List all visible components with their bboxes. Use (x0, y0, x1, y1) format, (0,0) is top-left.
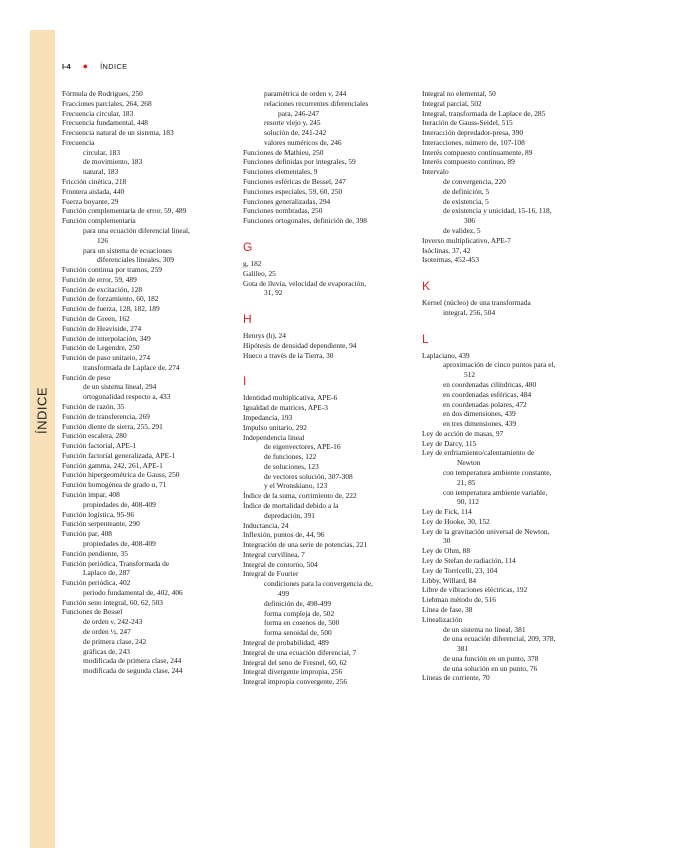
index-entry: Función de forzamiento, 60, 182 (62, 294, 159, 304)
index-entry: Inverso multiplicativo, APE-7 (422, 235, 511, 245)
index-entry: Hipótesis de densidad dependiente, 94 (243, 340, 357, 350)
index-entry: Integración de una serie de potencias, 221 (243, 540, 368, 550)
index-subentry: 126 (97, 235, 109, 245)
index-subentry: relaciones recurrentes diferenciales (264, 98, 369, 108)
index-subentry: de orden ν, 242-243 (83, 617, 143, 627)
index-entry: Fórmula de Rodrigues, 250 (62, 89, 143, 98)
index-entry: Función gamma, 242, 261, APE-1 (62, 460, 163, 470)
index-entry: Fricción cinética, 218 (62, 177, 127, 187)
index-entry: Isóclinas, 37, 42 (422, 245, 471, 255)
index-entry: Igualdad de matrices, APE-3 (243, 403, 328, 413)
index-entry: Ley de Hooke, 30, 152 (422, 516, 490, 526)
index-subentry: 381 (457, 644, 469, 654)
index-subentry: forma senoidal de, 500 (264, 628, 332, 638)
section-letter-heading: G (243, 239, 253, 254)
index-entry: Ley de Torricelli, 23, 104 (422, 565, 498, 575)
index-subentry: de eigenvectores, APE-16 (264, 442, 341, 452)
index-entry: Función factorial generalizada, APE-1 (62, 450, 176, 460)
index-entry: Función continua por tramos, 259 (62, 265, 162, 275)
index-subentry: resorte viejo y, 245 (264, 118, 321, 128)
index-entry: Integral parcial, 502 (422, 98, 482, 108)
index-subentry: de una ecuación diferencial, 209, 378, (443, 634, 556, 644)
index-entry: Galileo, 25 (243, 268, 276, 278)
index-entry: Isotermas, 452-453 (422, 255, 480, 265)
index-subentry: en dos dimensiones, 439 (443, 409, 516, 419)
index-entry: Linealización (422, 614, 463, 624)
index-entry: Funciones ortogonales, definición de, 398 (243, 216, 367, 226)
index-subentry: de una función en un punto, 378 (443, 653, 539, 663)
index-subentry: de definición, 5 (443, 186, 490, 196)
index-entry: Frecuencia circular, 183 (62, 108, 134, 118)
index-entry: Funciones nombradas, 250 (243, 206, 323, 216)
index-entry: Funciones especiales, 59, 60, 250 (243, 186, 343, 196)
index-subentry: de existencia, 5 (443, 196, 489, 206)
running-header (62, 60, 128, 72)
index-entry: Función diente de sierra, 255, 291 (62, 421, 163, 431)
header-title: ÍNDICE (100, 61, 128, 71)
index-subentry: de orden ½, 247 (83, 626, 131, 636)
index-entry: Función de excitación, 128 (62, 284, 143, 294)
index-subentry: de vectores solución, 307-308 (264, 471, 353, 481)
index-column-2 (243, 89, 419, 687)
index-subentry: de funciones, 122 (264, 452, 317, 462)
index-subentry: valores numéricos de, 246 (264, 137, 342, 147)
index-entry: Función de transferencia, 269 (62, 411, 150, 421)
index-entry: Funciones elementales, 9 (243, 167, 318, 177)
index-subentry: en coordenadas polares, 472 (443, 399, 527, 409)
index-entry: Función pendiente, 35 (62, 548, 128, 558)
index-entry: Impedancia, 193 (243, 412, 293, 422)
index-entry: Índice de la suma, corrimiento de, 222 (243, 491, 357, 501)
index-entry: Integral del seno de Fresnel, 60, 62 (243, 657, 347, 667)
index-subentry: de un sistema no lineal, 381 (443, 624, 526, 634)
index-entry: Función de peso (62, 372, 111, 382)
index-entry: Ley de Ohm, 88 (422, 546, 471, 556)
index-entry: Integral impropia convergente, 256 (243, 677, 348, 687)
index-entry: Función periódica, Transformada de (62, 558, 170, 568)
index-entry: Fracciones parciales, 264, 268 (62, 98, 152, 108)
index-subentry: 499 (278, 589, 290, 599)
index-subentry: con temperatura ambiente variable, (443, 487, 548, 497)
index-entry: Kernel (núcleo) de una transformada (422, 298, 531, 308)
index-entry: Libre de vibraciones eléctricas, 192 (422, 585, 528, 595)
index-entry: Función hipergeométrica de Gauss, 250 (62, 470, 180, 480)
index-column-1 (62, 89, 240, 676)
index-subentry: forma compleja de, 502 (264, 608, 335, 618)
index-entry: Función de Green, 162 (62, 313, 130, 323)
index-subentry: propiedades de, 408-409 (83, 538, 156, 548)
index-entry: Independencia lineal (243, 432, 305, 442)
index-subentry: forma en cosenos de, 500 (264, 618, 340, 628)
index-entry: Función impar, 408 (62, 490, 120, 500)
index-subentry: propiedades de, 408-409 (83, 499, 156, 509)
section-letter-heading: I (243, 374, 247, 389)
index-entry: Integral curvilínea, 7 (243, 549, 305, 559)
index-subentry: de primera clase, 242 (83, 636, 147, 646)
index-subentry: de una solución en un punto, 76 (443, 663, 538, 673)
index-entry: Inductancia, 24 (243, 520, 289, 530)
side-section-label: ÍNDICE (34, 386, 50, 434)
index-entry: Función complementaria (62, 216, 136, 226)
index-subentry: para un sistema de ecuaciones (83, 245, 173, 255)
index-subentry: depredación, 391 (264, 510, 315, 520)
index-entry: Función complementaria de error, 59, 489 (62, 206, 187, 216)
index-entry: Integral de Fourier (243, 569, 299, 579)
index-entry: Interés compuesto continuo, 89 (422, 157, 515, 167)
index-entry: Índice de mortalidad debido a la (243, 501, 339, 510)
index-entry: Línea de fase, 38 (422, 604, 473, 614)
index-subentry: de movimiento, 183 (83, 157, 143, 167)
index-subentry: periodo fundamental de, 402, 406 (83, 587, 183, 597)
index-entry: Frecuencia fundamental, 448 (62, 118, 148, 128)
index-entry: Función serpenteante, 290 (62, 519, 140, 529)
index-subentry: para, 246-247 (278, 108, 320, 118)
index-entry: Libby, Willard, 84 (422, 575, 477, 585)
index-entry: Impulso unitario, 292 (243, 422, 307, 432)
index-subentry: solución de, 241-242 (264, 128, 327, 138)
index-entry: Fuerza boyante, 29 (62, 196, 119, 206)
index-entry: Integral, transformada de Laplace de, 285 (422, 108, 546, 118)
index-subentry: modificada de primera clase, 244 (83, 656, 182, 666)
index-subentry: con temperatura ambiente constante, (443, 468, 552, 477)
index-entry: Función escalera, 280 (62, 431, 127, 441)
index-entry: Henrys (h), 24 (243, 331, 286, 341)
index-entry: g, 182 (243, 258, 262, 268)
index-subentry: circular, 183 (83, 147, 121, 157)
index-subentry: 30 (443, 536, 451, 546)
index-entry: Identidad multiplicativa, APE-6 (243, 393, 338, 403)
index-subentry: Laplace de, 287 (83, 568, 130, 578)
index-entry: Ley de Darcy, 115 (422, 438, 477, 448)
index-subentry: transformada de Laplace de, 274 (83, 362, 180, 372)
index-entry: Interacción depredador-presa, 390 (422, 128, 524, 138)
index-entry: Función de Legendre, 250 (62, 343, 140, 353)
index-subentry: condiciones para la convergencia de, (264, 579, 373, 589)
index-subentry: y el Wronskiano, 123 (264, 481, 328, 491)
index-entry: Frontera aislada, 440 (62, 186, 125, 196)
index-subentry: 21, 85 (457, 477, 476, 487)
index-entry: Función de fuerza, 128, 182, 189 (62, 304, 160, 314)
index-column-3 (422, 89, 607, 683)
index-subentry: de convergencia, 220 (443, 177, 506, 187)
index-entry: Función seno integral, 60, 62, 503 (62, 597, 163, 607)
index-entry: Iteración de Gauss-Seidel, 515 (422, 118, 513, 128)
bullet-separator-icon: ● (82, 61, 89, 71)
index-entry: Función de interpolación, 349 (62, 333, 151, 343)
index-subentry: paramétrica de orden ν, 244 (264, 89, 347, 98)
index-entry: Función factorial, APE-1 (62, 441, 137, 451)
index-entry: Función homogénea de grado α, 71 (62, 480, 167, 490)
index-entry: Función logística, 95-96 (62, 509, 135, 519)
index-subentry: integral, 256, 504 (443, 307, 496, 317)
index-subentry: gráficas de, 243 (83, 646, 130, 656)
section-letter-heading: K (422, 279, 431, 294)
index-subentry: de validez, 5 (443, 225, 481, 235)
index-subentry: aproximación de cinco puntos para el, (443, 360, 556, 370)
index-entry: Integral no elemental, 50 (422, 89, 496, 98)
index-subentry: 512 (464, 370, 476, 380)
index-entry: Frecuencia natural de un sistema, 183 (62, 128, 174, 138)
index-entry: Interés compuesto continuamente, 89 (422, 147, 533, 157)
index-entry: Inflexión, puntos de, 44, 96 (243, 530, 325, 540)
index-entry: Funciones definidas por integrales, 59 (243, 157, 356, 167)
index-entry: Liebman método de, 516 (422, 595, 496, 605)
index-entry: Integral divergente impropia, 256 (243, 667, 343, 677)
index-subentry: Newton (457, 458, 481, 468)
index-subentry: definición de, 498-499 (264, 598, 332, 608)
index-entry: Integral de contorno, 504 (243, 559, 318, 569)
index-entry: Líneas de corriente, 70 (422, 673, 490, 683)
section-letter-heading: L (422, 331, 429, 346)
index-entry: Funciones de Bessel (62, 607, 123, 617)
index-subentry: de soluciones, 123 (264, 461, 319, 471)
index-entry: Función de paso unitario, 274 (62, 353, 151, 363)
index-entry: Función periódica, 402 (62, 578, 131, 588)
index-entry: Funciones de Mathieu, 250 (243, 147, 324, 157)
index-subentry: en coordenadas cilíndricas, 480 (443, 379, 537, 389)
index-subentry: natural, 183 (83, 167, 119, 177)
index-subentry: en tres dimensiones, 439 (443, 419, 517, 429)
page-number: I-4 (62, 61, 71, 71)
index-subentry: en coordenadas esféricas, 484 (443, 389, 532, 399)
index-entry: Laplaciano, 439 (422, 350, 470, 360)
index-subentry: diferenciales lineales, 309 (97, 255, 174, 265)
index-subentry: de existencia y unicidad, 15-16, 118, (443, 206, 552, 216)
index-entry: Hueco a través de la Tierra, 30 (243, 350, 334, 360)
index-entry: Ley de la gravitación universal de Newton, (422, 526, 550, 536)
index-entry: Integral de una ecuación diferencial, 7 (243, 647, 357, 657)
index-entry: Integral de probabilidad, 489 (243, 637, 329, 647)
index-subentry: 306 (464, 216, 476, 226)
index-entry: Gota de lluvia, velocidad de evaporación, (243, 278, 366, 288)
index-subentry: modificada de segunda clase, 244 (83, 666, 183, 676)
index-entry: Interacciones, número de, 107-108 (422, 137, 525, 147)
index-entry: Función de Heaviside, 274 (62, 323, 142, 333)
index-subentry: para una ecuación diferencial lineal, (83, 225, 190, 235)
index-subentry: 31, 92 (264, 288, 283, 298)
index-entry: Funciones generalizadas, 294 (243, 196, 331, 206)
index-subentry: ortogonalidad respecto a, 433 (83, 392, 171, 402)
index-entry: Ley de acción de masas, 97 (422, 428, 504, 438)
index-entry: Frecuencia (62, 137, 95, 147)
index-subentry: 90, 112 (457, 497, 479, 507)
index-entry: Funciones esféricas de Bessel, 247 (243, 177, 346, 187)
index-entry: Función par, 408 (62, 529, 112, 539)
index-subentry: de un sistema lineal, 294 (83, 382, 157, 392)
index-entry: Ley de enfriamiento/calentamiento de (422, 448, 535, 458)
index-entry: Ley de Stefan de radiación, 114 (422, 556, 516, 566)
index-entry: Ley de Fick, 114 (422, 507, 472, 517)
index-entry: Función de razón, 35 (62, 402, 125, 411)
index-entry: Intervalo (422, 167, 449, 177)
section-letter-heading: H (243, 312, 252, 327)
index-entry: Función de error, 59, 489 (62, 274, 137, 284)
